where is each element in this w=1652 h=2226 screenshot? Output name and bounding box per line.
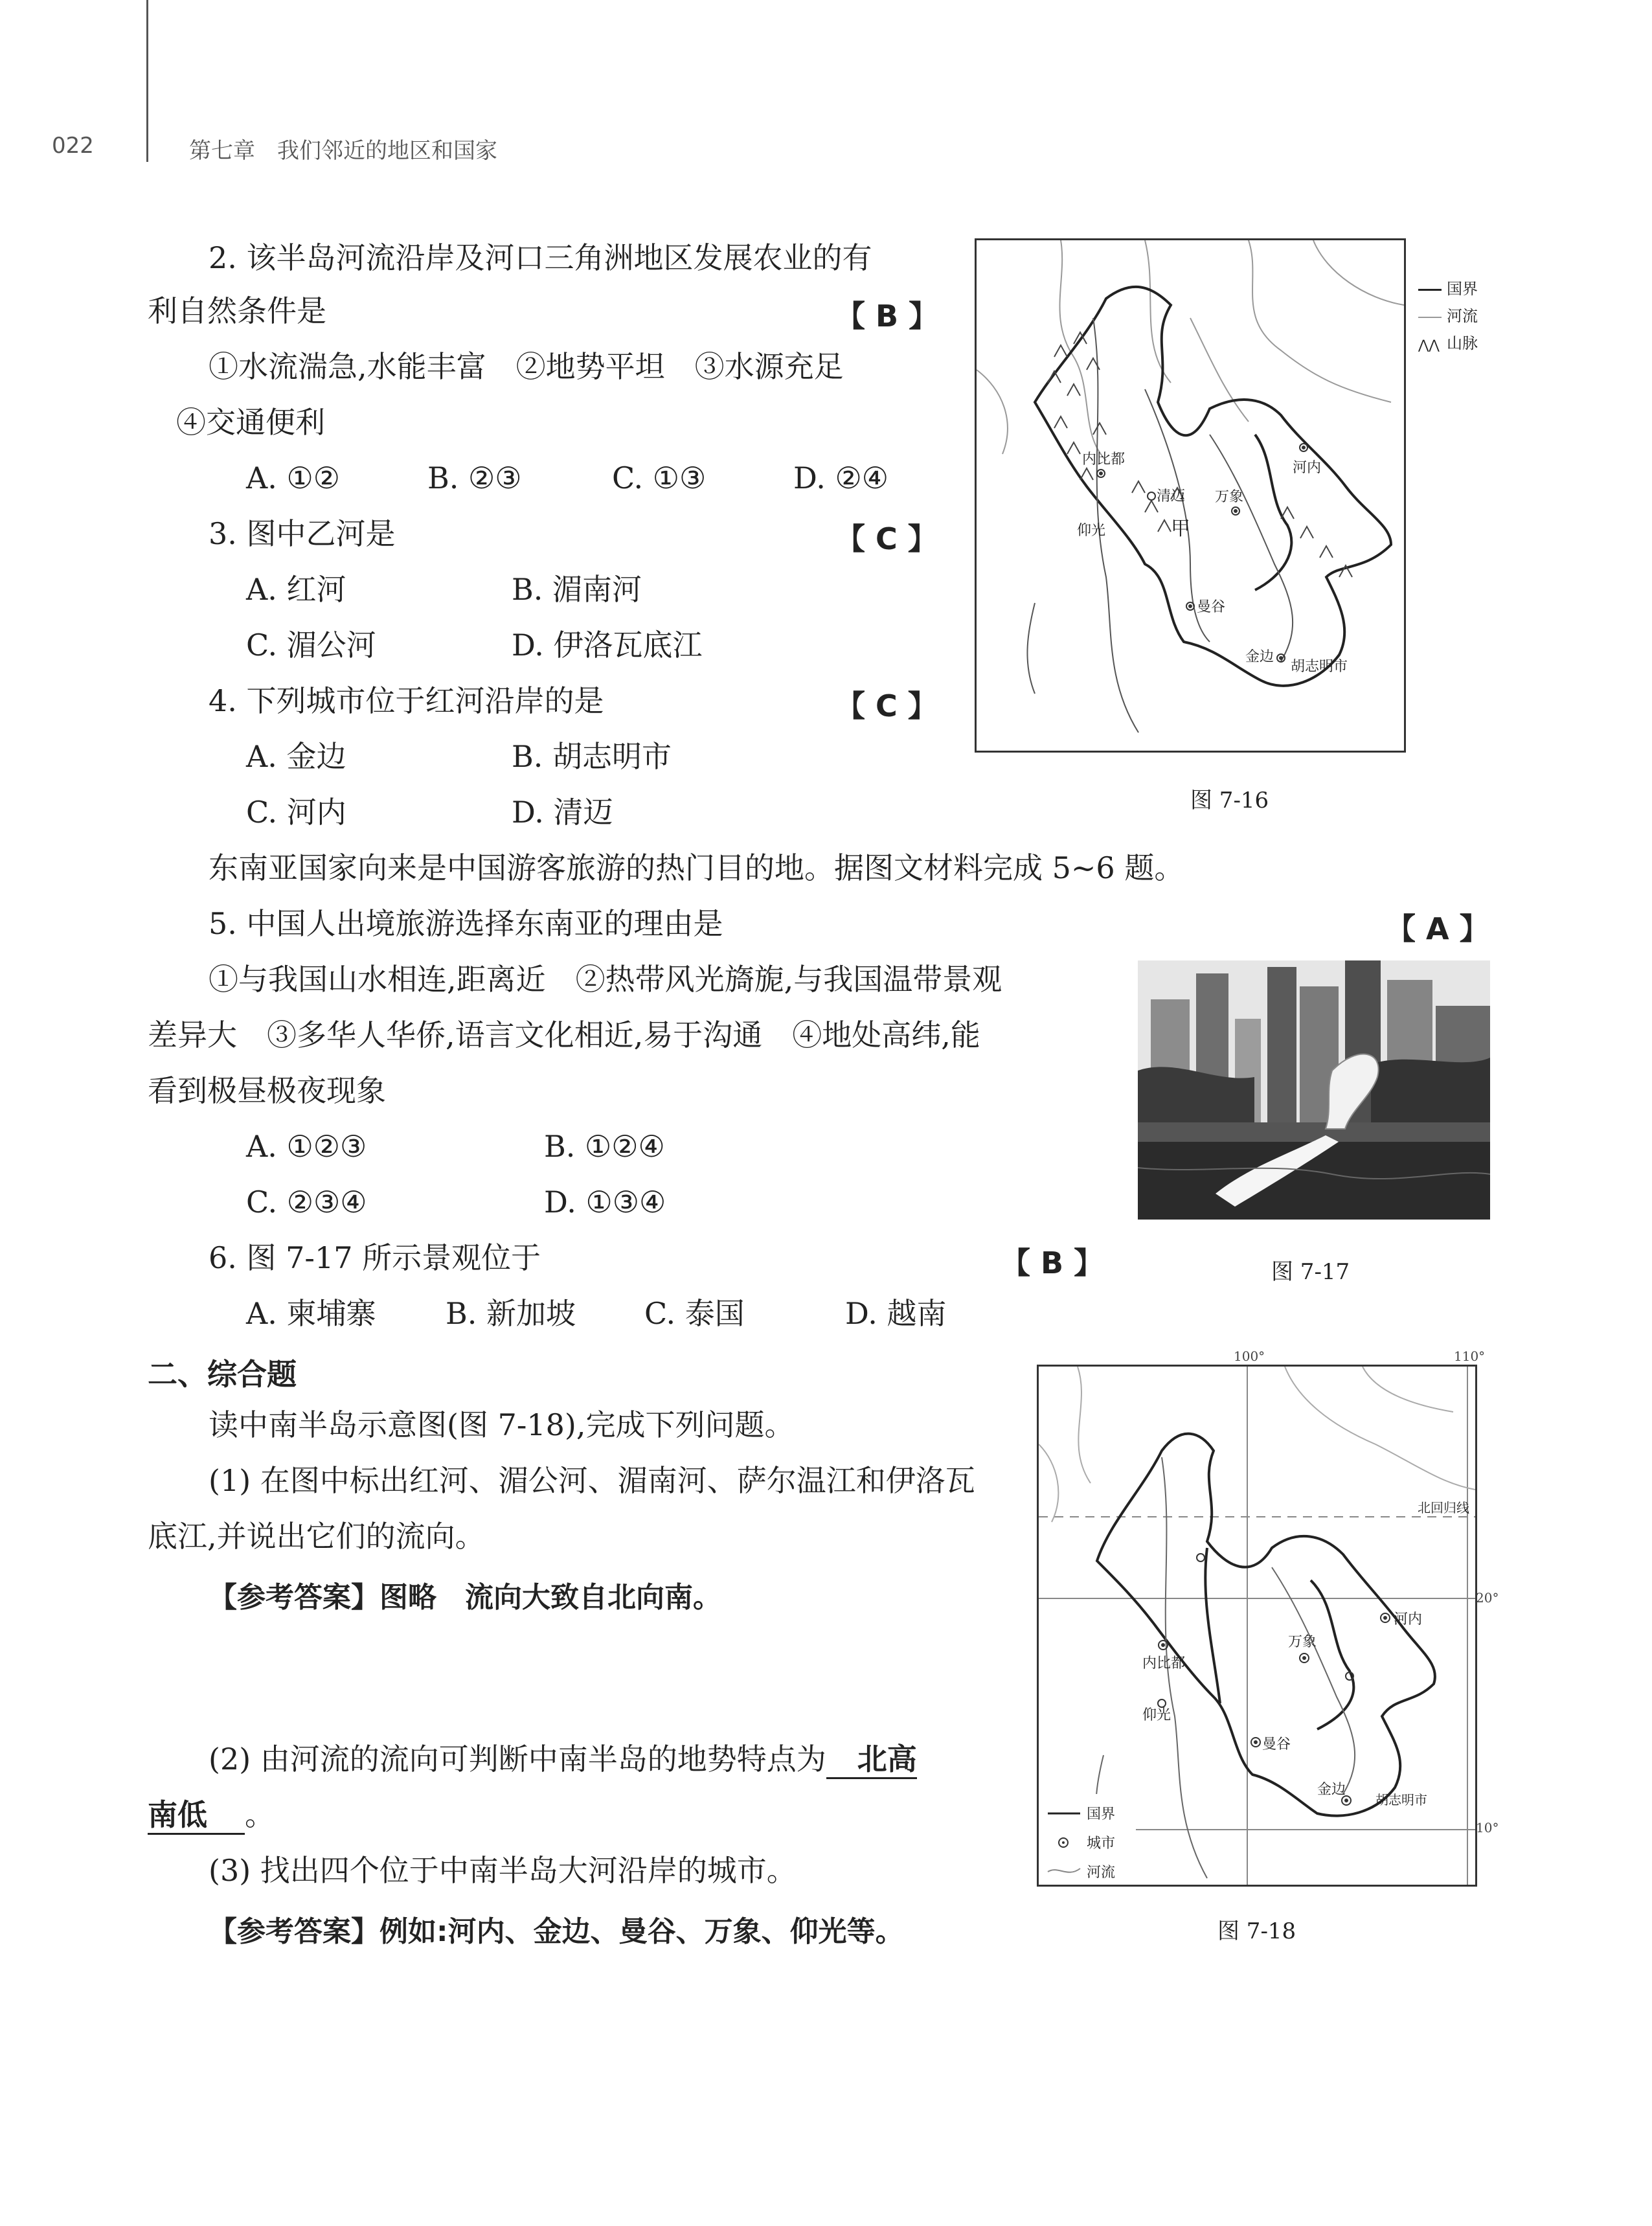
chapter-title: 第七章 我们邻近的地区和国家 (189, 138, 497, 164)
q2-line2: 利自然条件是 (148, 293, 326, 328)
q5-option-c: C. ②③④ (246, 1185, 367, 1220)
legend18-border: 国界 (1087, 1806, 1116, 1823)
q4-option-c: C. 河内 (246, 795, 346, 830)
q2-option-d: D. ②④ (793, 460, 888, 495)
q3-option-c: C. 湄公河 (246, 628, 376, 663)
q4-option-b: B. 胡志明市 (512, 739, 672, 774)
map18-legend (1039, 1794, 1136, 1885)
q2-option-b: B. ②③ (427, 460, 522, 495)
section2-p2-line1 (209, 1741, 917, 1779)
page-number: 022 (52, 133, 94, 159)
map16-label-vientiane: 万象 (1215, 489, 1244, 505)
fig18-caption: 图 7-18 (1217, 1918, 1296, 1944)
map18-label-bangkok: 曼谷 (1262, 1736, 1291, 1753)
section2-p1-line2: 底江,并说出它们的流向。 (148, 1519, 485, 1554)
q6-stem: 6. 图 7-17 所示景观位于 (209, 1240, 541, 1275)
q5-stem: 5. 中国人出境旅游选择东南亚的理由是 (209, 906, 723, 941)
map16-label-yangon: 仰光 (1077, 523, 1106, 539)
map-7-16-drawing (977, 240, 1404, 751)
legend18-city: 城市 (1087, 1835, 1116, 1852)
legend-river: 河流 (1418, 302, 1478, 330)
section2-p1-answer: 【参考答案】图略 流向大致自北向南。 (209, 1581, 721, 1614)
q4-stem: 4. 下列城市位于红河沿岸的是 (209, 683, 604, 718)
header-rule (146, 0, 148, 162)
map18-label-hanoi: 河内 (1394, 1611, 1423, 1628)
fig17-caption: 图 7-17 (1271, 1259, 1350, 1285)
map-7-18-drawing (1039, 1367, 1475, 1885)
map18-lon-110: 110° (1454, 1348, 1486, 1364)
q6-answer: 【 B 】 (1001, 1245, 1104, 1280)
q6-option-a: A. 柬埔寨 (246, 1296, 376, 1331)
map18-label-yangon: 仰光 (1142, 1707, 1171, 1723)
fig16-caption: 图 7-16 (1190, 788, 1269, 813)
q3-stem: 3. 图中乙河是 (209, 516, 396, 551)
section2-p2-fill1: 北高 (826, 1741, 917, 1779)
map16-legend (1418, 275, 1478, 358)
q5-option-d: D. ①③④ (544, 1185, 666, 1220)
map16-label-naypyidaw: 内比都 (1082, 451, 1126, 468)
q4-option-d: D. 清迈 (512, 795, 613, 830)
q3-option-a: A. 红河 (246, 572, 346, 607)
q3-option-d: D. 伊洛瓦底江 (512, 628, 703, 663)
map18-lat-20: 20° (1476, 1590, 1499, 1606)
q5-option-a: A. ①②③ (246, 1129, 367, 1164)
map16-label-jia: 甲 (1171, 517, 1190, 540)
q3-option-b: B. 湄南河 (512, 572, 642, 607)
section2-p1-line1: (1) 在图中标出红河、湄公河、湄南河、萨尔温江和伊洛瓦 (209, 1463, 975, 1498)
q5-answer: 【 A 】 (1386, 911, 1489, 946)
map16-label-hcmc: 胡志明市 (1291, 659, 1348, 675)
q4-option-a: A. 金边 (246, 739, 346, 774)
q3-answer: 【 C 】 (835, 521, 938, 556)
map16-label-phnompenh: 金边 (1245, 649, 1274, 665)
map16-label-bangkok: 曼谷 (1197, 599, 1226, 615)
legend18-river: 河流 (1087, 1865, 1116, 1881)
q6-option-c: C. 泰国 (644, 1296, 745, 1331)
section2-p3: (3) 找出四个位于中南半岛大河沿岸的城市。 (209, 1853, 797, 1888)
q6-option-b: B. 新加坡 (446, 1296, 576, 1331)
legend-mountain: ⋀⋀ 山脉 (1418, 334, 1478, 352)
map16-label-hanoi: 河内 (1293, 460, 1322, 476)
section2-p2-line2 (148, 1797, 275, 1835)
map-figure-7-18 (1037, 1365, 1477, 1887)
section2-p2-text: (2) 由河流的流向可判断中南半岛的地势特点为 (209, 1742, 826, 1777)
map18-lon-100: 100° (1234, 1348, 1265, 1364)
map18-label-naypyidaw: 内比都 (1142, 1655, 1186, 1672)
q5-line3: 看到极昼极夜现象 (148, 1073, 386, 1108)
q2-answer: 【 B 】 (835, 299, 939, 334)
q4-answer: 【 C 】 (835, 688, 938, 723)
section2-p3-answer: 【参考答案】例如:河内、金边、曼谷、万象、仰光等。 (209, 1915, 904, 1948)
map16-label-chiangmai: 清迈 (1157, 488, 1186, 505)
map18-label-phnompenh: 金边 (1317, 1782, 1346, 1798)
q5-line1: ①与我国山水相连,距离近 ②热带风光旖旎,与我国温带景观 (209, 962, 1002, 997)
section2-p2-fill2: 南低 (148, 1797, 245, 1835)
q2-option-a: A. ①② (246, 460, 340, 495)
map-figure-7-16 (975, 238, 1406, 753)
map18-tropic-label: 北回归线 (1418, 1500, 1469, 1516)
section2-title: 二、综合题 (148, 1357, 297, 1392)
map18-label-hcmc: 胡志明市 (1375, 1792, 1427, 1808)
q5-line2: 差异大 ③多华人华侨,语言文化相近,易于沟通 ④地处高纬,能 (148, 1017, 980, 1052)
section2-p2-end: 。 (245, 1797, 275, 1832)
legend-border: 国界 (1418, 275, 1478, 302)
section2-intro: 读中南半岛示意图(图 7-18),完成下列问题。 (209, 1407, 795, 1442)
q2-line1: 2. 该半岛河流沿岸及河口三角洲地区发展农业的有 (209, 240, 872, 275)
map18-label-vientiane: 万象 (1288, 1634, 1317, 1650)
intro-5-6: 东南亚国家向来是中国游客旅游的热门目的地。据图文材料完成 5~6 题。 (209, 850, 1184, 885)
q2-option-c: C. ①③ (612, 460, 707, 495)
q2-conditions-line2: ④交通便利 (176, 405, 325, 440)
photo-7-17-drawing (1138, 960, 1490, 1220)
q2-conditions-line1: ①水流湍急,水能丰富 ②地势平坦 ③水源充足 (209, 349, 844, 384)
map18-lat-10: 10° (1476, 1820, 1499, 1835)
q5-option-b: B. ①②④ (544, 1129, 665, 1164)
photo-figure-7-17 (1138, 960, 1490, 1220)
q6-option-d: D. 越南 (845, 1296, 947, 1331)
